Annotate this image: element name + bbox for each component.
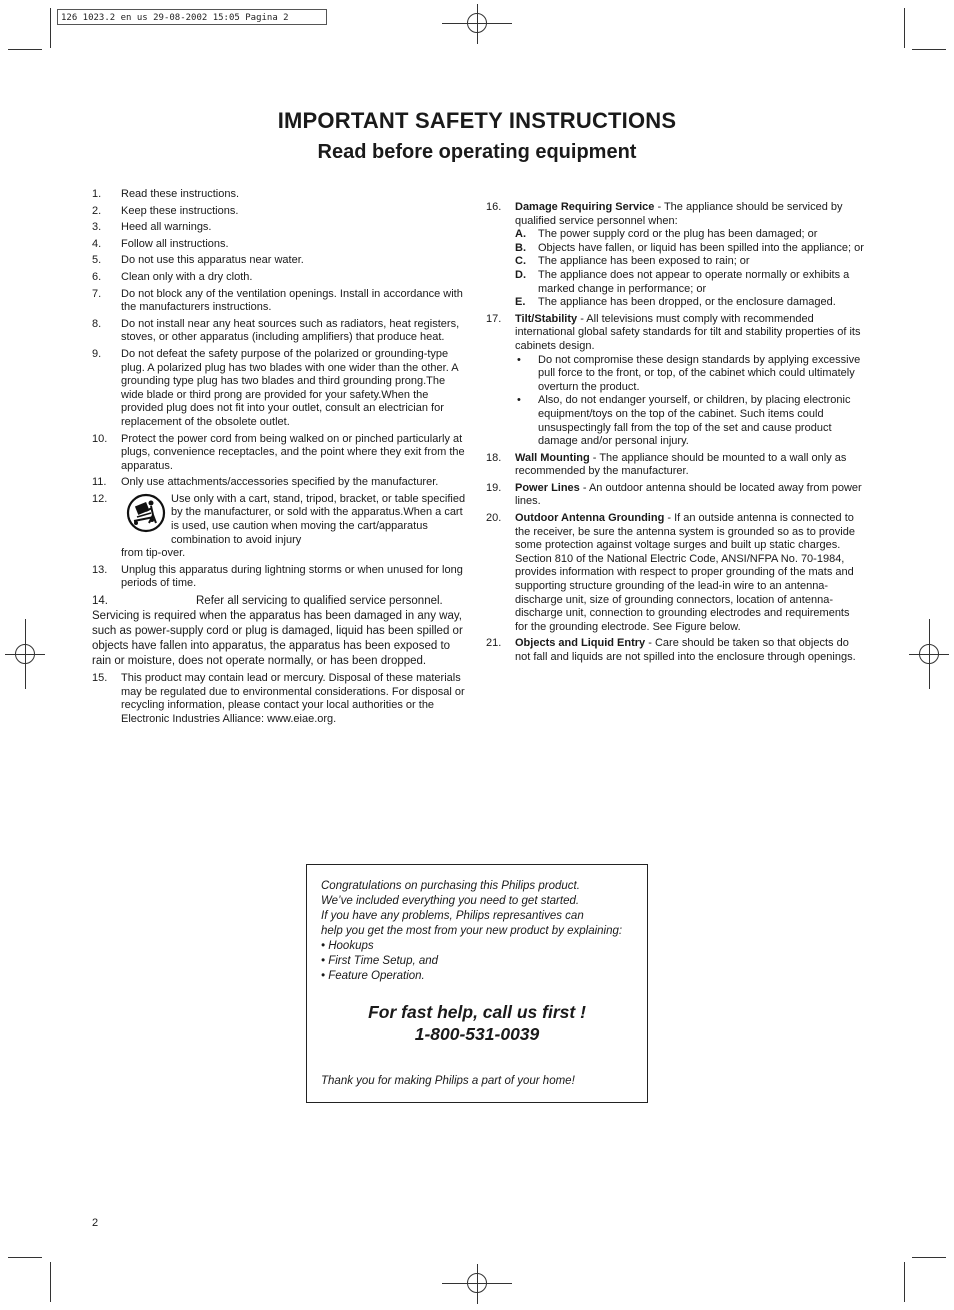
cart-tipover-warning-icon [121, 493, 171, 533]
item-number: 1. [92, 188, 102, 200]
bullet-item: • Do not compromise these design standards by applying excessive pull force to the front, or top, of the cabinet which could ultimately overturn the product. [517, 353, 861, 393]
help-line: We’ve included everything you need to get started. [321, 895, 580, 907]
item-heading: Objects and Liquid Entry [515, 637, 646, 650]
help-call-block [307, 1001, 647, 1045]
item-text: Servicing is required when the apparatus has been damaged in any way, such as power-supply cord or plug is damaged, liquid has been spilled or objects have fallen into apparatus, the apparatus has been exposed to rain or moisture, does not operate normally, or has been dropped. [92, 610, 463, 668]
crop-mark [912, 49, 946, 50]
item-text: from tip-over. [121, 547, 186, 560]
sub-item: D. The appliance does not appear to operate normally or exhibits a marked change in performance; or [515, 268, 850, 295]
crop-mark [50, 8, 51, 48]
bullet-item: • Also, do not endanger yourself, or children, by placing electronic equipment/toys on the top of the cabinet. Such items could unsuspectingly fall from the top of the set and cause product damage and/or personal injury. [517, 394, 851, 448]
help-line: Congratulations on purchasing this Philips product. [321, 880, 580, 892]
item-text: Read these instructions. [121, 188, 240, 200]
crop-mark [8, 1257, 42, 1258]
help-intro [321, 879, 641, 984]
crop-mark [50, 1262, 51, 1302]
item-heading: Wall Mounting [515, 451, 590, 464]
item-text: Follow all instructions. [121, 237, 229, 250]
help-line: • Feature Operation. [321, 970, 425, 982]
item-text: - All televisions must comply with recommended international global safety standards for tilt and stability properties of its cabinets design. [515, 312, 861, 352]
item-heading: Refer all servicing to qualified service personnel. [196, 595, 443, 608]
crop-mark [8, 49, 42, 50]
crop-mark [904, 1262, 905, 1302]
help-phone-number: 1-800-531-0039 [414, 1024, 540, 1044]
sub-item: E. The appliance has been dropped, or the enclosure damaged. [515, 296, 836, 309]
list-item [92, 254, 470, 268]
page-subtitle: Read before operating equipment [317, 141, 637, 163]
item-text: Do not defeat the safety purpose of the polarized or grounding-type plug. A polarized plug has two blades with one wider than the other. A grounding type plug has two blades and third grounding prong.The wide blade or third prong are provided for your safety.When the provided plug does not fit into your outlet, consult an electrician for replacement of the obsolete outlet. [121, 347, 458, 428]
item-text: - An outdoor antenna should be located away from power lines. [515, 481, 862, 508]
right-column [486, 201, 864, 668]
list-item [92, 221, 470, 235]
item-text: - If an outside antenna is connected to the receiver, be sure the antenna system is grounded so as to provide some protection against voltage surges and built up static charges. [515, 512, 855, 552]
item-text: Do not block any of the ventilation openings. Install in accordance with the manufacturers instructions. [121, 287, 463, 314]
item-text: Use only with a cart, stand, tripod, bracket, or table specified by the manufacturer, or sold with the apparatus.When a cart is used, use caution when moving the cart/apparatus combination to avoid injury [171, 492, 466, 546]
item-number: 8. [92, 317, 102, 330]
item-number: 5. [92, 254, 102, 267]
item-text: Protect the power cord from being walked on or pinched particularly at plugs, convenience receptacles, and the point where they exit from the apparatus. [121, 432, 465, 472]
item-number: 20. [486, 512, 502, 525]
list-item [92, 318, 470, 345]
item-number: 6. [92, 270, 102, 283]
list-item [92, 433, 470, 474]
item-text: Clean only with a dry cloth. [121, 270, 253, 283]
item-text: - The appliance should be mounted to a wall only as recommended by the manufacturer. [515, 451, 847, 478]
item-number: 18. [486, 451, 502, 464]
page-title: IMPORTANT SAFETY INSTRUCTIONS [277, 108, 677, 133]
page-number: 2 [92, 1217, 99, 1229]
list-item [92, 188, 470, 202]
item-text: Only use attachments/accessories specified by the manufacturer. [121, 476, 439, 489]
help-call-line: For fast help, call us first ! [368, 1002, 586, 1022]
list-item-antenna-grounding [486, 512, 864, 634]
list-item-damage-service [486, 201, 864, 310]
list-item [92, 672, 470, 726]
list-item-cart [92, 493, 470, 561]
item-number: 10. [92, 432, 108, 445]
crop-mark [912, 1257, 946, 1258]
item-number: 17. [486, 312, 502, 325]
help-line: • Hookups [321, 940, 374, 952]
list-item [92, 348, 470, 430]
help-line: • First Time Setup, and [321, 955, 439, 967]
item-number: 21. [486, 637, 502, 650]
item-number: 2. [92, 204, 102, 217]
list-item [92, 205, 470, 219]
item-number: 9. [92, 347, 102, 360]
sub-item: A. The power supply cord or the plug has been damaged; or [515, 228, 818, 241]
item-number: 19. [486, 481, 502, 494]
item-text: Do not install near any heat sources such as radiators, heat registers, stoves, or other apparatus (including amplifiers) that produce heat. [121, 317, 460, 344]
item-heading: Tilt/Stability [515, 312, 578, 325]
item-text: Keep these instructions. [121, 204, 239, 217]
list-item-liquid-entry [486, 637, 864, 664]
item-heading: Damage Requiring Service [515, 201, 655, 213]
help-line: help you get the most from your new product by explaining: [321, 925, 623, 937]
help-thanks: Thank you for making Philips a part of your home! [321, 1075, 575, 1087]
item-text: Heed all warnings. [121, 221, 212, 234]
item-number: 3. [92, 221, 102, 234]
item-text: Section 810 of the National Electric Code, ANSI/NFPA No. 70-1984, provides information with respect to proper grounding of the mats and supporting structure grounding of the lead-in wire to an antenna-discharge unit, size of grounding connectors, location of antenna-discharge unit, connection to grounding electrodes and requirements for the grounding electrode. See Figure below. [515, 552, 854, 633]
list-item [92, 476, 470, 490]
item-number: 16. [486, 201, 502, 213]
item-number: 15. [92, 672, 108, 685]
item-text: - The appliance should be serviced by qualified service personnel when: [515, 201, 843, 227]
help-box [306, 864, 648, 1103]
item-number: 11. [92, 476, 107, 489]
list-item [92, 564, 470, 591]
list-item-power-lines [486, 482, 864, 509]
item-number: 7. [92, 287, 102, 300]
left-column [92, 188, 470, 729]
help-line: If you have any problems, Philips represantives can [321, 910, 584, 922]
item-text: Do not use this apparatus near water. [121, 254, 304, 267]
list-item-servicing [92, 594, 470, 669]
item-number: 12. [92, 492, 108, 505]
item-text: This product may contain lead or mercury. Disposal of these materials may be regulated due to environmental considerations. For disposal or recycling information, please contact your local authorities or the Electronic Industries Alliance: www.eiae.org. [121, 672, 465, 725]
list-item [92, 238, 470, 252]
list-item [92, 271, 470, 285]
crop-mark [904, 8, 905, 48]
item-number: 14. [92, 595, 108, 608]
print-meta-header: 126 1023.2 en us 29-08-2002 15:05 Pagina 2 [57, 9, 327, 25]
sub-item: C. The appliance has been exposed to rain; or [515, 255, 750, 268]
item-text: - Care should be taken so that objects do not fall and liquids are not spilled into the enclosure through openings. [515, 637, 856, 663]
list-item-wall-mounting [486, 452, 864, 479]
item-heading: Outdoor Antenna Grounding [515, 512, 665, 525]
list-item-tilt-stability [486, 313, 864, 449]
item-number: 4. [92, 237, 102, 250]
item-text: Unplug this apparatus during lightning storms or when unused for long periods of time. [121, 563, 463, 590]
sub-item: B. Objects have fallen, or liquid has been spilled into the appliance; or [515, 241, 864, 254]
item-heading: Power Lines [515, 481, 580, 494]
list-item [92, 288, 470, 315]
item-number: 13. [92, 563, 108, 576]
